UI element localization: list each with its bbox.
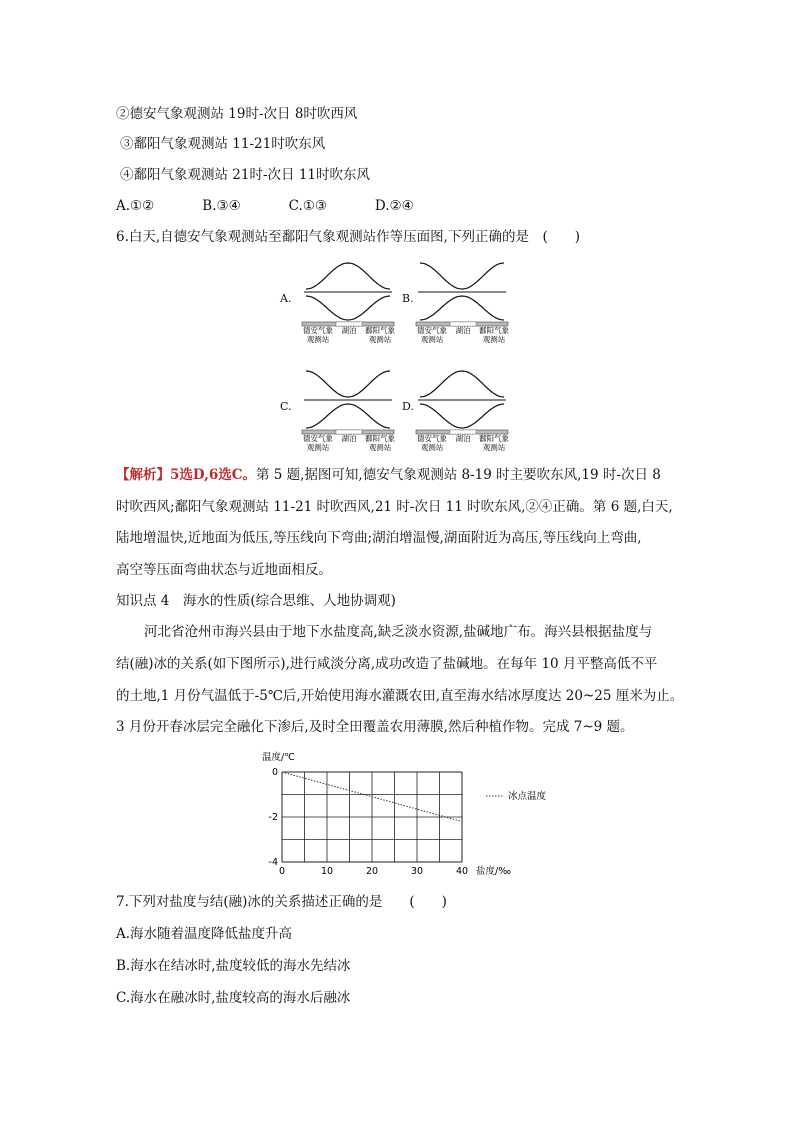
q7-option-a: A.海水随着温度降低盐度升高 (116, 926, 293, 942)
label-poyang-2: 观测站 (368, 335, 392, 344)
label-poyang-1: 鄱阳气象 (479, 434, 509, 443)
passage-line-2: 结(融)冰的关系(如下图所示),进行咸淡分离,成功改造了盐碱地。在每年 10 月平整高低不平 (116, 656, 658, 672)
label-poyang-1: 鄱阳气象 (365, 434, 395, 443)
label-dean-2: 观测站 (306, 443, 330, 452)
label-poyang-1: 鄱阳气象 (365, 326, 395, 335)
lower-isobar (420, 404, 504, 428)
label-dean-1: 德安气象 (303, 326, 333, 335)
passage-line-1: 河北省沧州市海兴县由于地下水盐度高,缺乏淡水资源,盐碱地广布。海兴县根据盐度与 (144, 624, 653, 640)
q7-option-c: C.海水在融冰时,盐度较高的海水后融冰 (116, 990, 351, 1006)
label-dean-1: 德安气象 (303, 434, 333, 443)
passage-line-4: 3 月份开春冰层完全融化下渗后,及时全田覆盖农用薄膜,然后种植作物。完成 7~9 题。 (116, 719, 634, 735)
y-tick-label: -4 (268, 857, 278, 868)
legend-label: 冰点温度 (508, 791, 547, 802)
q5-choice-a: A.①② (116, 198, 155, 214)
upper-isobar (420, 263, 504, 289)
label-dean-2: 观测站 (420, 335, 444, 344)
knowledge-point-title: 知识点 4 海水的性质(综合思维、人地协调观) (116, 593, 396, 609)
label-lake: 湖泊 (341, 326, 357, 335)
x-tick-label: 10 (320, 866, 334, 877)
isobar-diagram-b (414, 252, 510, 344)
passage-line-3: 的土地,1 月份气温低于-5℃后,开始使用海水灌溉农田,直至海水结冰厚度达 20~25 厘米为止。 (116, 688, 684, 704)
label-dean-2: 观测站 (306, 335, 330, 344)
analysis-line-1 (116, 465, 661, 485)
label-lake: 湖泊 (455, 326, 471, 335)
upper-isobar (306, 263, 390, 289)
isobar-diagram-c (300, 360, 396, 452)
label-dean-1: 德安气象 (417, 434, 447, 443)
x-axis-label: 盐度/‰ (476, 866, 511, 877)
analysis-line-4: 高空等压面弯曲状态与近地面相反。 (116, 562, 332, 578)
lower-isobar (306, 404, 390, 428)
label-poyang-2: 观测站 (482, 443, 506, 452)
q5-item-2: ②德安气象观测站 19时-次日 8时吹西风 (116, 106, 358, 122)
label-dean-2: 观测站 (420, 443, 444, 452)
isobar-diagram-a (300, 252, 396, 344)
label-poyang-2: 观测站 (482, 335, 506, 344)
q6-option-letter: A. (280, 292, 292, 305)
upper-isobar (420, 371, 504, 397)
analysis-line-3: 陆地增温快,近地面为低压,等压线向下弯曲;湖泊增温慢,湖面附近为高压,等压线向上弯曲, (116, 530, 642, 546)
label-dean-1: 德安气象 (417, 326, 447, 335)
q6-option-letter: B. (402, 292, 414, 305)
q6-option-letter: C. (280, 400, 292, 413)
q7-option-b: B.海水在结冰时,盐度较低的海水先结冰 (116, 958, 351, 974)
analysis-text-1: 第 5 题,据图可知,德安气象观测站 8-19 时主要吹东风,19 时-次日 8 (255, 467, 661, 483)
q5-item-3: ③鄱阳气象观测站 11-21时吹东风 (120, 136, 326, 152)
lower-isobar (420, 296, 504, 320)
x-tick-label: 0 (278, 866, 286, 877)
y-axis-label: 温度/℃ (262, 752, 295, 763)
q5-choice-b: B.③④ (202, 198, 241, 214)
y-tick-label: -2 (268, 812, 278, 823)
x-tick-label: 20 (365, 866, 379, 877)
q6-option-letter: D. (402, 400, 414, 413)
freezing-point-chart (240, 744, 560, 878)
label-poyang-2: 观测站 (368, 443, 392, 452)
q5-choice-d: D.②④ (374, 198, 414, 214)
label-lake: 湖泊 (455, 434, 471, 443)
isobar-diagram-d (414, 360, 510, 452)
lower-isobar (306, 296, 390, 320)
q6-stem: 6.白天,自德安气象观测站至鄱阳气象观测站作等压面图,下列正确的是 ( ) (116, 229, 580, 245)
upper-isobar (306, 371, 390, 397)
q5-item-4: ④鄱阳气象观测站 21时-次日 11时吹东风 (120, 167, 371, 183)
x-tick-label: 30 (410, 866, 424, 877)
y-tick-label: 0 (271, 767, 278, 778)
x-tick-label: 40 (455, 866, 469, 877)
q7-stem: 7.下列对盐度与结(融)冰的关系描述正确的是 ( ) (116, 894, 447, 910)
label-lake: 湖泊 (341, 434, 357, 443)
q5-choices (116, 196, 414, 216)
analysis-line-2: 时吹西风;鄱阳气象观测站 11-21 时吹西风,21 时-次日 11 时吹东风,②④正确。第 6 题,白天, (116, 499, 673, 515)
analysis-head: 【解析】5选D,6选C。 (116, 467, 256, 483)
label-poyang-1: 鄱阳气象 (479, 326, 509, 335)
q5-choice-c: C.①③ (288, 198, 327, 214)
